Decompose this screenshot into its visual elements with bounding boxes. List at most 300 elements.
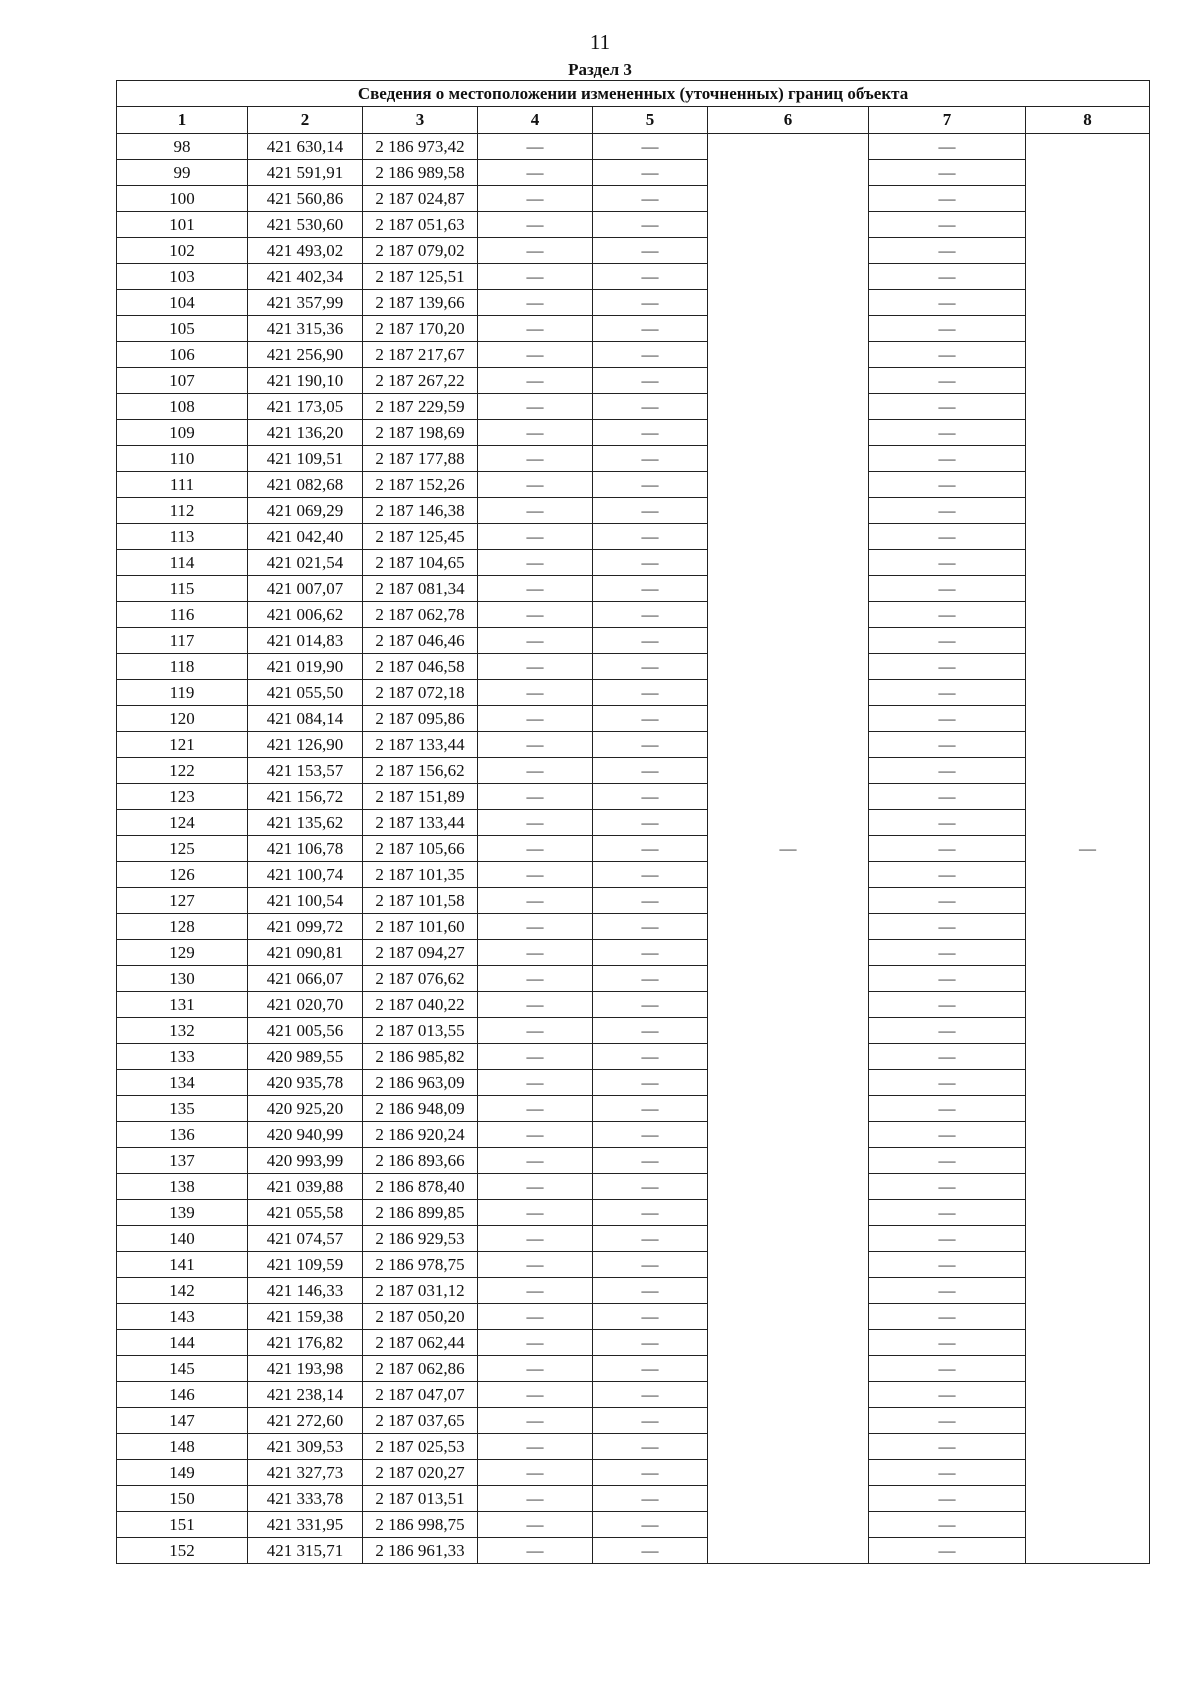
column-5-cell: — [593, 472, 708, 498]
x-coordinate-cell: 421 357,99 [248, 290, 363, 316]
column-5-cell: — [593, 1512, 708, 1538]
column-5-cell: — [593, 342, 708, 368]
column-4-cell: — [478, 1304, 593, 1330]
column-5-cell: — [593, 524, 708, 550]
page-number: 11 [589, 30, 611, 54]
point-number-cell: 127 [117, 888, 248, 914]
x-coordinate-cell: 421 069,29 [248, 498, 363, 524]
table-row [117, 784, 1150, 810]
point-number-cell: 130 [117, 966, 248, 992]
point-number-cell: 145 [117, 1356, 248, 1382]
x-coordinate-cell: 421 327,73 [248, 1460, 363, 1486]
column-4-cell: — [478, 368, 593, 394]
column-5-cell: — [593, 160, 708, 186]
y-coordinate-cell: 2 187 198,69 [363, 420, 478, 446]
point-number-cell: 149 [117, 1460, 248, 1486]
point-number-cell: 114 [117, 550, 248, 576]
x-coordinate-cell: 421 315,71 [248, 1538, 363, 1564]
column-4-cell: — [478, 1174, 593, 1200]
column-header: 3 [363, 107, 478, 134]
table-row [117, 212, 1150, 238]
table-row [117, 1070, 1150, 1096]
point-number-cell: 134 [117, 1070, 248, 1096]
point-number-cell: 110 [117, 446, 248, 472]
column-5-cell: — [593, 862, 708, 888]
column-4-cell: — [478, 1330, 593, 1356]
column-4-cell: — [478, 1200, 593, 1226]
point-number-cell: 111 [117, 472, 248, 498]
point-number-cell: 103 [117, 264, 248, 290]
x-coordinate-cell: 420 925,20 [248, 1096, 363, 1122]
table-row [117, 888, 1150, 914]
table-row [117, 576, 1150, 602]
table-row [117, 1174, 1150, 1200]
column-5-cell: — [593, 186, 708, 212]
column-7-cell: — [869, 394, 1026, 420]
column-7-cell: — [869, 576, 1026, 602]
column-4-cell: — [478, 1460, 593, 1486]
y-coordinate-cell: 2 187 050,20 [363, 1304, 478, 1330]
y-coordinate-cell: 2 186 998,75 [363, 1512, 478, 1538]
point-number-cell: 141 [117, 1252, 248, 1278]
column-5-cell: — [593, 1382, 708, 1408]
y-coordinate-cell: 2 187 229,59 [363, 394, 478, 420]
column-5-cell: — [593, 1200, 708, 1226]
column-5-cell: — [593, 446, 708, 472]
column-7-cell: — [869, 1408, 1026, 1434]
y-coordinate-cell: 2 187 101,58 [363, 888, 478, 914]
x-coordinate-cell: 421 176,82 [248, 1330, 363, 1356]
point-number-cell: 112 [117, 498, 248, 524]
table-row [117, 1304, 1150, 1330]
point-number-cell: 140 [117, 1226, 248, 1252]
table-row [117, 550, 1150, 576]
column-4-cell: — [478, 628, 593, 654]
column-4-cell: — [478, 1226, 593, 1252]
table-row [117, 914, 1150, 940]
table-row [117, 290, 1150, 316]
y-coordinate-cell: 2 187 267,22 [363, 368, 478, 394]
y-coordinate-cell: 2 187 062,78 [363, 602, 478, 628]
column-5-cell: — [593, 1356, 708, 1382]
column-4-cell: — [478, 550, 593, 576]
column-7-cell: — [869, 836, 1026, 862]
point-number-cell: 117 [117, 628, 248, 654]
point-number-cell: 131 [117, 992, 248, 1018]
table-row [117, 394, 1150, 420]
column-4-cell: — [478, 420, 593, 446]
x-coordinate-cell: 421 006,62 [248, 602, 363, 628]
x-coordinate-cell: 421 630,14 [248, 134, 363, 160]
column-5-cell: — [593, 1174, 708, 1200]
x-coordinate-cell: 421 005,56 [248, 1018, 363, 1044]
x-coordinate-cell: 421 136,20 [248, 420, 363, 446]
column-7-cell: — [869, 1330, 1026, 1356]
x-coordinate-cell: 420 935,78 [248, 1070, 363, 1096]
y-coordinate-cell: 2 186 961,33 [363, 1538, 478, 1564]
table-row [117, 1122, 1150, 1148]
point-number-cell: 126 [117, 862, 248, 888]
point-number-cell: 142 [117, 1278, 248, 1304]
column-4-cell: — [478, 1018, 593, 1044]
x-coordinate-cell: 421 014,83 [248, 628, 363, 654]
column-4-cell: — [478, 836, 593, 862]
column-header: 5 [593, 107, 708, 134]
y-coordinate-cell: 2 187 156,62 [363, 758, 478, 784]
x-coordinate-cell: 421 493,02 [248, 238, 363, 264]
column-4-cell: — [478, 862, 593, 888]
column-5-cell: — [593, 1018, 708, 1044]
column-4-cell: — [478, 394, 593, 420]
y-coordinate-cell: 2 187 101,60 [363, 914, 478, 940]
column-7-cell: — [869, 1434, 1026, 1460]
table-row [117, 1408, 1150, 1434]
column-7-cell: — [869, 550, 1026, 576]
y-coordinate-cell: 2 187 152,26 [363, 472, 478, 498]
point-number-cell: 147 [117, 1408, 248, 1434]
column-header: 7 [869, 107, 1026, 134]
y-coordinate-cell: 2 186 985,82 [363, 1044, 478, 1070]
column-5-cell: — [593, 706, 708, 732]
x-coordinate-cell: 421 100,74 [248, 862, 363, 888]
x-coordinate-cell: 421 591,91 [248, 160, 363, 186]
table-row [117, 758, 1150, 784]
x-coordinate-cell: 421 315,36 [248, 316, 363, 342]
column-5-cell: — [593, 1408, 708, 1434]
x-coordinate-cell: 421 146,33 [248, 1278, 363, 1304]
x-coordinate-cell: 421 019,90 [248, 654, 363, 680]
x-coordinate-cell: 421 159,38 [248, 1304, 363, 1330]
point-number-cell: 143 [117, 1304, 248, 1330]
column-5-cell: — [593, 550, 708, 576]
column-4-cell: — [478, 992, 593, 1018]
point-number-cell: 119 [117, 680, 248, 706]
y-coordinate-cell: 2 186 989,58 [363, 160, 478, 186]
x-coordinate-cell: 421 135,62 [248, 810, 363, 836]
point-number-cell: 105 [117, 316, 248, 342]
point-number-cell: 151 [117, 1512, 248, 1538]
table-row [117, 264, 1150, 290]
table-row [117, 446, 1150, 472]
point-number-cell: 122 [117, 758, 248, 784]
column-7-cell: — [869, 290, 1026, 316]
column-4-cell: — [478, 680, 593, 706]
table-row [117, 1200, 1150, 1226]
y-coordinate-cell: 2 187 046,46 [363, 628, 478, 654]
column-7-cell: — [869, 784, 1026, 810]
column-5-cell: — [593, 1278, 708, 1304]
table-row [117, 160, 1150, 186]
point-number-cell: 109 [117, 420, 248, 446]
column-4-cell: — [478, 654, 593, 680]
y-coordinate-cell: 2 187 013,51 [363, 1486, 478, 1512]
column-header: 8 [1026, 107, 1150, 134]
x-coordinate-cell: 421 193,98 [248, 1356, 363, 1382]
column-header: 4 [478, 107, 593, 134]
point-number-cell: 152 [117, 1538, 248, 1564]
column-4-cell: — [478, 212, 593, 238]
point-number-cell: 102 [117, 238, 248, 264]
column-5-cell: — [593, 940, 708, 966]
y-coordinate-cell: 2 187 170,20 [363, 316, 478, 342]
y-coordinate-cell: 2 187 081,34 [363, 576, 478, 602]
column-7-cell: — [869, 498, 1026, 524]
column-7-cell: — [869, 160, 1026, 186]
y-coordinate-cell: 2 186 920,24 [363, 1122, 478, 1148]
table-row [117, 134, 1150, 160]
y-coordinate-cell: 2 187 133,44 [363, 732, 478, 758]
column-5-cell: — [593, 1226, 708, 1252]
column-7-cell: — [869, 264, 1026, 290]
column-5-cell: — [593, 966, 708, 992]
column-5-cell: — [593, 1096, 708, 1122]
table-row [117, 628, 1150, 654]
column-4-cell: — [478, 1096, 593, 1122]
column-7-cell: — [869, 1278, 1026, 1304]
table-row [117, 1460, 1150, 1486]
column-7-cell: — [869, 524, 1026, 550]
x-coordinate-cell: 421 082,68 [248, 472, 363, 498]
column-4-cell: — [478, 238, 593, 264]
y-coordinate-cell: 2 187 095,86 [363, 706, 478, 732]
column-5-cell: — [593, 1538, 708, 1564]
x-coordinate-cell: 421 126,90 [248, 732, 363, 758]
column-7-cell: — [869, 186, 1026, 212]
x-coordinate-cell: 421 090,81 [248, 940, 363, 966]
table-row [117, 1434, 1150, 1460]
column-5-cell: — [593, 784, 708, 810]
x-coordinate-cell: 420 993,99 [248, 1148, 363, 1174]
column-7-cell: — [869, 914, 1026, 940]
x-coordinate-cell: 421 402,34 [248, 264, 363, 290]
table-row [117, 1018, 1150, 1044]
column-7-cell: — [869, 1200, 1026, 1226]
column-7-cell: — [869, 1486, 1026, 1512]
column-7-cell: — [869, 1174, 1026, 1200]
column-7-cell: — [869, 602, 1026, 628]
y-coordinate-cell: 2 186 978,75 [363, 1252, 478, 1278]
x-coordinate-cell: 421 100,54 [248, 888, 363, 914]
y-coordinate-cell: 2 186 899,85 [363, 1200, 478, 1226]
point-number-cell: 150 [117, 1486, 248, 1512]
table-row [117, 654, 1150, 680]
point-number-cell: 118 [117, 654, 248, 680]
column-5-cell: — [593, 1434, 708, 1460]
column-5-cell: — [593, 238, 708, 264]
x-coordinate-cell: 421 074,57 [248, 1226, 363, 1252]
column-5-cell: — [593, 602, 708, 628]
column-4-cell: — [478, 784, 593, 810]
point-number-cell: 128 [117, 914, 248, 940]
y-coordinate-cell: 2 187 020,27 [363, 1460, 478, 1486]
point-number-cell: 129 [117, 940, 248, 966]
column-5-cell: — [593, 134, 708, 160]
column-5-cell: — [593, 914, 708, 940]
column-5-cell: — [593, 394, 708, 420]
column-5-cell: — [593, 732, 708, 758]
table-row [117, 1278, 1150, 1304]
column-4-cell: — [478, 1252, 593, 1278]
column-4-cell: — [478, 602, 593, 628]
column-4-cell: — [478, 1382, 593, 1408]
table-row [117, 992, 1150, 1018]
point-number-cell: 108 [117, 394, 248, 420]
column-7-cell: — [869, 1018, 1026, 1044]
point-number-cell: 101 [117, 212, 248, 238]
column-4-cell: — [478, 758, 593, 784]
y-coordinate-cell: 2 187 062,44 [363, 1330, 478, 1356]
column-5-cell: — [593, 1486, 708, 1512]
table-row [117, 316, 1150, 342]
x-coordinate-cell: 421 256,90 [248, 342, 363, 368]
point-number-cell: 139 [117, 1200, 248, 1226]
column-4-cell: — [478, 732, 593, 758]
column-7-cell: — [869, 1538, 1026, 1564]
column-7-cell: — [869, 1096, 1026, 1122]
y-coordinate-cell: 2 186 948,09 [363, 1096, 478, 1122]
column-4-cell: — [478, 1434, 593, 1460]
x-coordinate-cell: 421 272,60 [248, 1408, 363, 1434]
column-5-cell: — [593, 316, 708, 342]
table-row [117, 238, 1150, 264]
coordinates-table [116, 80, 1150, 1564]
point-number-cell: 148 [117, 1434, 248, 1460]
point-number-cell: 135 [117, 1096, 248, 1122]
column-7-cell: — [869, 342, 1026, 368]
section-title: Раздел 3 [568, 60, 632, 79]
column-6-merged-cell: — [708, 134, 869, 1564]
table-row [117, 1096, 1150, 1122]
point-number-cell: 104 [117, 290, 248, 316]
column-5-cell: — [593, 1460, 708, 1486]
column-7-cell: — [869, 1252, 1026, 1278]
column-5-cell: — [593, 576, 708, 602]
point-number-cell: 106 [117, 342, 248, 368]
y-coordinate-cell: 2 186 963,09 [363, 1070, 478, 1096]
column-4-cell: — [478, 576, 593, 602]
column-4-cell: — [478, 498, 593, 524]
column-5-cell: — [593, 758, 708, 784]
column-header-row [117, 107, 1150, 134]
x-coordinate-cell: 421 309,53 [248, 1434, 363, 1460]
column-4-cell: — [478, 1122, 593, 1148]
x-coordinate-cell: 421 099,72 [248, 914, 363, 940]
column-7-cell: — [869, 1070, 1026, 1096]
y-coordinate-cell: 2 187 125,45 [363, 524, 478, 550]
column-7-cell: — [869, 1122, 1026, 1148]
column-5-cell: — [593, 654, 708, 680]
x-coordinate-cell: 421 007,07 [248, 576, 363, 602]
y-coordinate-cell: 2 187 076,62 [363, 966, 478, 992]
column-4-cell: — [478, 888, 593, 914]
x-coordinate-cell: 421 055,50 [248, 680, 363, 706]
column-5-cell: — [593, 628, 708, 654]
column-7-cell: — [869, 888, 1026, 914]
column-header: 6 [708, 107, 869, 134]
column-4-cell: — [478, 316, 593, 342]
column-header: 1 [117, 107, 248, 134]
table-row [117, 732, 1150, 758]
point-number-cell: 113 [117, 524, 248, 550]
column-5-cell: — [593, 1252, 708, 1278]
table-row [117, 1486, 1150, 1512]
point-number-cell: 123 [117, 784, 248, 810]
table-row [117, 368, 1150, 394]
column-7-cell: — [869, 1512, 1026, 1538]
y-coordinate-cell: 2 187 031,12 [363, 1278, 478, 1304]
column-7-cell: — [869, 1226, 1026, 1252]
x-coordinate-cell: 420 940,99 [248, 1122, 363, 1148]
y-coordinate-cell: 2 186 878,40 [363, 1174, 478, 1200]
column-4-cell: — [478, 264, 593, 290]
column-7-cell: — [869, 706, 1026, 732]
table-row [117, 836, 1150, 862]
column-4-cell: — [478, 1044, 593, 1070]
column-7-cell: — [869, 1382, 1026, 1408]
y-coordinate-cell: 2 187 024,87 [363, 186, 478, 212]
column-5-cell: — [593, 992, 708, 1018]
column-4-cell: — [478, 1070, 593, 1096]
y-coordinate-cell: 2 187 139,66 [363, 290, 478, 316]
point-number-cell: 133 [117, 1044, 248, 1070]
column-7-cell: — [869, 446, 1026, 472]
point-number-cell: 136 [117, 1122, 248, 1148]
point-number-cell: 144 [117, 1330, 248, 1356]
column-5-cell: — [593, 836, 708, 862]
x-coordinate-cell: 421 109,59 [248, 1252, 363, 1278]
column-7-cell: — [869, 732, 1026, 758]
column-5-cell: — [593, 1330, 708, 1356]
table-row [117, 1538, 1150, 1564]
column-7-cell: — [869, 212, 1026, 238]
x-coordinate-cell: 420 989,55 [248, 1044, 363, 1070]
x-coordinate-cell: 421 333,78 [248, 1486, 363, 1512]
column-7-cell: — [869, 654, 1026, 680]
column-5-cell: — [593, 888, 708, 914]
y-coordinate-cell: 2 187 013,55 [363, 1018, 478, 1044]
column-4-cell: — [478, 706, 593, 732]
column-4-cell: — [478, 446, 593, 472]
point-number-cell: 100 [117, 186, 248, 212]
point-number-cell: 137 [117, 1148, 248, 1174]
column-4-cell: — [478, 1486, 593, 1512]
x-coordinate-cell: 421 153,57 [248, 758, 363, 784]
column-4-cell: — [478, 914, 593, 940]
table-row [117, 1356, 1150, 1382]
table-row [117, 1252, 1150, 1278]
column-5-cell: — [593, 368, 708, 394]
column-7-cell: — [869, 680, 1026, 706]
y-coordinate-cell: 2 187 133,44 [363, 810, 478, 836]
column-4-cell: — [478, 1148, 593, 1174]
column-5-cell: — [593, 1148, 708, 1174]
y-coordinate-cell: 2 187 051,63 [363, 212, 478, 238]
x-coordinate-cell: 421 042,40 [248, 524, 363, 550]
table-row [117, 524, 1150, 550]
column-7-cell: — [869, 238, 1026, 264]
x-coordinate-cell: 421 190,10 [248, 368, 363, 394]
table-row [117, 342, 1150, 368]
y-coordinate-cell: 2 187 125,51 [363, 264, 478, 290]
column-4-cell: — [478, 472, 593, 498]
point-number-cell: 125 [117, 836, 248, 862]
x-coordinate-cell: 421 020,70 [248, 992, 363, 1018]
column-7-cell: — [869, 810, 1026, 836]
point-number-cell: 116 [117, 602, 248, 628]
table-row [117, 1512, 1150, 1538]
x-coordinate-cell: 421 560,86 [248, 186, 363, 212]
table-row [117, 1044, 1150, 1070]
